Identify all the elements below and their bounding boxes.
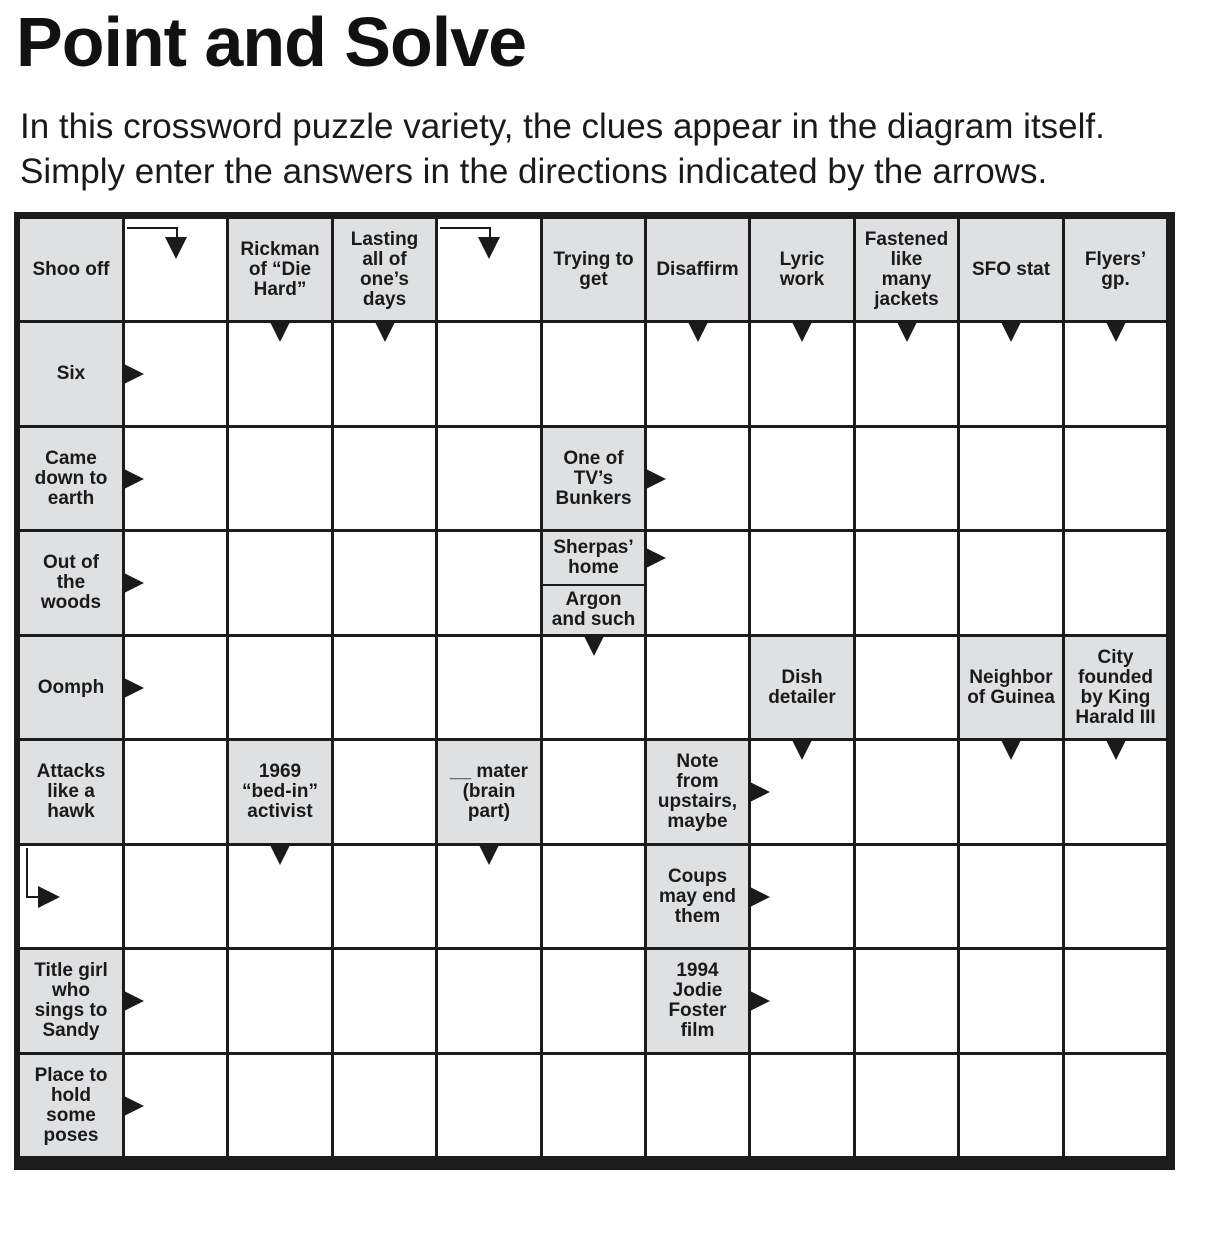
clue-cell — [20, 1055, 122, 1156]
clue-line: “bed-in” — [242, 781, 318, 802]
clue-line: like a — [47, 781, 95, 802]
clue-text — [20, 741, 122, 843]
clue-line: hold — [50, 1084, 92, 1106]
answer-cell[interactable] — [856, 637, 957, 738]
clue-cell — [543, 219, 644, 320]
clue-line: many — [881, 268, 932, 290]
answer-cell[interactable] — [334, 532, 435, 634]
clue-cell — [20, 950, 122, 1052]
answer-cell[interactable] — [856, 950, 957, 1052]
clue-line: activist — [247, 801, 313, 822]
clue-line: SFO stat — [971, 258, 1051, 280]
answer-cell[interactable] — [229, 428, 331, 529]
clue-line: Bunkers — [555, 487, 632, 509]
clue-line: Harald III — [1075, 706, 1156, 728]
clue-line: Attacks — [36, 761, 106, 782]
answer-cell[interactable] — [229, 1055, 331, 1156]
clue-cell — [751, 219, 853, 320]
arrow-down-icon — [269, 320, 291, 342]
clue-line: Foster — [668, 1000, 727, 1021]
clue-cell — [20, 532, 122, 634]
answer-cell[interactable] — [438, 323, 540, 425]
answer-cell[interactable] — [438, 950, 540, 1052]
arrow-right-icon — [38, 886, 60, 908]
clue-line: TV’s — [573, 467, 614, 489]
answer-cell[interactable] — [334, 1055, 435, 1156]
answer-cell[interactable] — [438, 532, 540, 634]
arrow-down-icon — [165, 237, 187, 259]
answer-cell[interactable] — [856, 741, 957, 843]
clue-cell — [20, 741, 122, 843]
clue-cell — [543, 532, 644, 634]
clue-cell — [20, 428, 122, 529]
clue-cell — [647, 219, 748, 320]
clue-line: Dish — [781, 666, 823, 688]
arrow-right-icon — [122, 572, 144, 594]
clue-line: days — [362, 288, 407, 310]
clue-cell — [960, 637, 1062, 738]
arrow-down-icon — [478, 237, 500, 259]
answer-cell[interactable] — [856, 532, 957, 634]
instructions-line-2: Simply enter the answers in the directions indicated by the arrows. — [20, 152, 1048, 191]
clue-line: of Guinea — [967, 686, 1055, 708]
clue-text — [334, 219, 435, 320]
clue-cell — [229, 219, 331, 320]
clue-line: Argon — [565, 589, 622, 610]
answer-cell[interactable] — [334, 741, 435, 843]
clue-cell — [20, 219, 122, 320]
arrow-right-icon — [748, 886, 770, 908]
clue-line: woods — [40, 592, 102, 613]
arrow-down-icon — [1105, 320, 1127, 342]
clue-cell — [1065, 637, 1166, 738]
clue-cell — [647, 846, 748, 947]
answer-cell[interactable] — [1065, 950, 1166, 1052]
clue-cell — [438, 741, 540, 843]
answer-cell[interactable] — [229, 950, 331, 1052]
clue-text — [647, 219, 748, 320]
clue-line: home — [568, 557, 619, 578]
answer-cell[interactable] — [1065, 846, 1166, 947]
clue-text — [229, 741, 331, 843]
clue-line: gp. — [1101, 268, 1130, 290]
answer-cell[interactable] — [856, 1055, 957, 1156]
answer-cell[interactable] — [751, 428, 853, 529]
clue-line: like — [890, 248, 923, 270]
answer-cell[interactable] — [751, 532, 853, 634]
clue-cell — [1065, 219, 1166, 320]
answer-cell[interactable] — [438, 637, 540, 738]
clue-line: Lyric — [779, 248, 825, 270]
answer-cell[interactable] — [1065, 532, 1166, 634]
arrow-right-icon — [748, 990, 770, 1012]
arrow-down-icon — [583, 634, 605, 656]
answer-cell[interactable] — [543, 950, 644, 1052]
answer-cell[interactable] — [229, 637, 331, 738]
arrow-down-icon — [791, 738, 813, 760]
arrow-right-icon — [122, 363, 144, 385]
clue-line: who — [52, 980, 90, 1001]
clue-cell — [20, 323, 122, 425]
answer-cell[interactable] — [334, 637, 435, 738]
clue-line: Flyers’ — [1084, 248, 1147, 270]
clue-line: City — [1097, 646, 1134, 668]
clue-cell — [20, 637, 122, 738]
answer-cell[interactable] — [856, 846, 957, 947]
clue-text — [960, 219, 1062, 320]
clue-line: Coups — [667, 865, 728, 887]
clue-text — [751, 637, 853, 738]
clue-line: Hard” — [253, 278, 307, 300]
arrow-down-icon — [791, 320, 813, 342]
clue-line: (brain — [462, 781, 516, 802]
clue-text — [647, 846, 748, 947]
answer-cell[interactable] — [1065, 1055, 1166, 1156]
answer-cell[interactable] — [334, 950, 435, 1052]
answer-cell[interactable] — [125, 846, 226, 947]
clue-line: Trying to — [553, 248, 634, 270]
clue-line: all of — [362, 248, 407, 270]
answer-cell[interactable] — [543, 741, 644, 843]
clue-line: and such — [551, 609, 636, 630]
clue-line: Fastened — [864, 228, 949, 250]
clue-line: from — [676, 771, 719, 792]
clue-line: Came — [45, 447, 97, 469]
answer-cell[interactable] — [543, 846, 644, 947]
answer-cell[interactable] — [334, 428, 435, 529]
clue-line: One of — [563, 447, 624, 469]
clue-text — [543, 532, 644, 584]
arrow-right-icon — [122, 677, 144, 699]
answer-cell[interactable] — [438, 428, 540, 529]
clue-line: Oomph — [37, 676, 105, 698]
clue-line: some — [46, 1104, 96, 1126]
clue-text — [20, 323, 122, 425]
answer-cell[interactable] — [438, 1055, 540, 1156]
puzzle-title: Point and Solve — [16, 3, 527, 81]
clue-text — [647, 741, 748, 843]
clue-line: Sherpas’ — [553, 537, 634, 558]
arrow-right-icon — [122, 1095, 144, 1117]
clue-text — [229, 219, 331, 320]
clue-line: Jodie — [672, 980, 723, 1001]
instructions-line-1: In this crossword puzzle variety, the clues appear in the diagram itself. — [20, 107, 1105, 146]
clue-line: film — [680, 1020, 715, 1041]
clue-line: hawk — [47, 801, 95, 822]
clue-line: 1994 — [676, 960, 719, 981]
answer-cell[interactable] — [960, 1055, 1062, 1156]
clue-cell — [647, 741, 748, 843]
answer-cell[interactable] — [1065, 428, 1166, 529]
answer-cell[interactable] — [960, 846, 1062, 947]
clue-cell — [543, 428, 644, 529]
clue-cell — [960, 219, 1062, 320]
clue-text — [20, 950, 122, 1052]
clue-line: jackets — [874, 288, 939, 310]
answer-cell[interactable] — [751, 1055, 853, 1156]
clue-text — [751, 219, 853, 320]
clue-line: may end — [658, 885, 737, 907]
clue-line: founded — [1078, 666, 1153, 688]
answer-cell[interactable] — [543, 323, 644, 425]
answer-cell[interactable] — [543, 1055, 644, 1156]
clue-line: maybe — [667, 811, 728, 832]
answer-cell[interactable] — [960, 532, 1062, 634]
clue-line: poses — [43, 1124, 99, 1146]
clue-line: Lasting — [350, 228, 419, 250]
clue-cell — [334, 219, 435, 320]
clue-text — [856, 219, 957, 320]
clue-text — [1065, 637, 1166, 738]
arrow-down-icon — [374, 320, 396, 342]
clue-line: Shoo off — [32, 258, 110, 280]
clue-line: Out of — [43, 552, 99, 573]
clue-line: Six — [56, 363, 86, 384]
puzzle-instructions — [20, 104, 1105, 194]
clue-line: Sandy — [42, 1020, 100, 1041]
answer-cell[interactable] — [960, 428, 1062, 529]
clue-text — [543, 428, 644, 529]
clue-line: Neighbor — [969, 666, 1053, 688]
clue-line: down to — [34, 467, 108, 489]
clue-line: 1969 — [258, 761, 302, 782]
answer-cell[interactable] — [334, 846, 435, 947]
arrow-down-icon — [896, 320, 918, 342]
clue-text — [543, 586, 644, 634]
clue-line: them — [674, 905, 721, 927]
arrow-right-icon — [748, 781, 770, 803]
arrow-down-icon — [1105, 738, 1127, 760]
clue-line: Note — [676, 751, 719, 772]
clue-line: upstairs, — [657, 791, 738, 812]
answer-cell[interactable] — [229, 532, 331, 634]
clue-text — [543, 219, 644, 320]
clue-line: of “Die — [248, 258, 312, 280]
arrow-down-icon — [1000, 320, 1022, 342]
clue-line: one’s — [360, 268, 409, 290]
clue-cell — [856, 219, 957, 320]
answer-cell[interactable] — [647, 1055, 748, 1156]
clue-text — [438, 741, 540, 843]
arrow-right-icon — [644, 547, 666, 569]
clue-text — [20, 532, 122, 634]
clue-line: Title girl — [34, 960, 108, 981]
answer-cell[interactable] — [960, 950, 1062, 1052]
clue-line: detailer — [768, 686, 836, 708]
clue-text — [20, 1055, 122, 1156]
answer-cell[interactable] — [647, 637, 748, 738]
clue-text — [960, 637, 1062, 738]
clue-text — [20, 637, 122, 738]
arrow-right-icon — [122, 990, 144, 1012]
clue-text — [20, 219, 122, 320]
clue-line: earth — [47, 487, 95, 509]
arrow-right-icon — [122, 468, 144, 490]
clue-line: Disaffirm — [656, 258, 739, 280]
clue-cell — [647, 950, 748, 1052]
clue-line: work — [779, 268, 825, 290]
clue-text — [1065, 219, 1166, 320]
clue-text — [20, 428, 122, 529]
clue-line: __ mater — [449, 761, 529, 782]
clue-line: get — [579, 268, 608, 290]
arrow-down-icon — [269, 843, 291, 865]
arrow-down-icon — [1000, 738, 1022, 760]
crossword-grid — [14, 212, 1175, 1170]
answer-cell[interactable] — [125, 741, 226, 843]
clue-cell — [229, 741, 331, 843]
clue-line: Place to — [34, 1064, 108, 1086]
clue-line: sings to — [34, 1000, 108, 1021]
clue-text — [647, 950, 748, 1052]
arrow-down-icon — [478, 843, 500, 865]
clue-line: Rickman — [240, 238, 320, 260]
clue-cell — [751, 637, 853, 738]
answer-cell[interactable] — [856, 428, 957, 529]
clue-line: by King — [1080, 686, 1151, 708]
arrow-down-icon — [687, 320, 709, 342]
clue-line: part) — [467, 801, 511, 822]
clue-line: the — [56, 572, 86, 593]
arrow-right-icon — [644, 468, 666, 490]
